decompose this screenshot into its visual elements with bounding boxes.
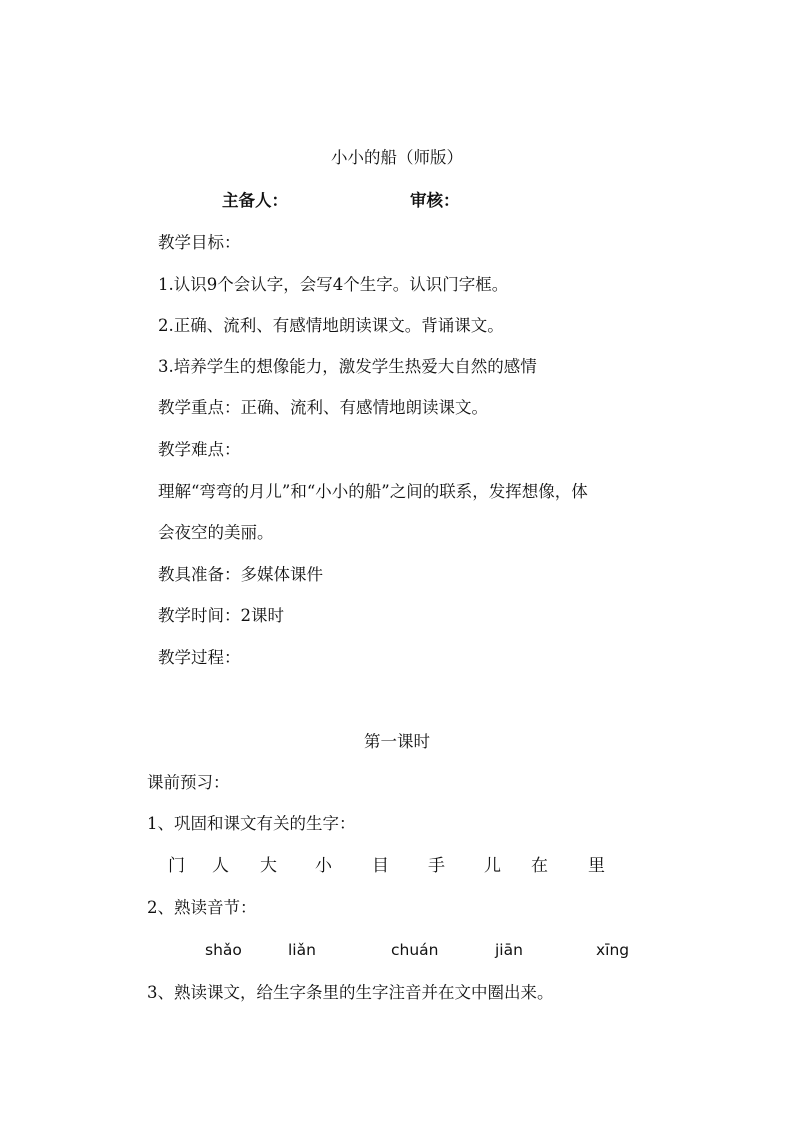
- process-heading: 教学过程：: [158, 648, 241, 667]
- objectives-heading: 教学目标：: [158, 233, 241, 252]
- difficulty-text-line-1: 理解“弯弯的月儿”和“小小的船”之间的联系，发挥想像，体: [158, 482, 588, 501]
- task-2: 2、熟读音节：: [147, 898, 257, 917]
- character-item: 手: [428, 856, 445, 876]
- difficulty-heading: 教学难点：: [158, 440, 241, 459]
- time-line: 教学时间：2课时: [158, 606, 284, 625]
- character-item: 大: [260, 856, 277, 876]
- pinyin-item: liǎn: [288, 941, 316, 959]
- character-item: 里: [588, 856, 605, 876]
- character-item: 人: [212, 856, 229, 876]
- objective-item-3: 3.培养学生的想像能力，激发学生热爱大自然的感情: [158, 357, 537, 376]
- task-3: 3、熟读课文，给生字条里的生字注音并在文中圈出来。: [147, 983, 554, 1002]
- pinyin-item: jiān: [495, 941, 523, 959]
- preview-heading: 课前预习：: [147, 773, 230, 792]
- pinyin-item: chuán: [391, 941, 439, 959]
- difficulty-text-line-2: 会夜空的美丽。: [158, 523, 274, 542]
- character-item: 在: [531, 856, 548, 876]
- character-item: 门: [168, 856, 185, 876]
- character-item: 小: [315, 856, 332, 876]
- pinyin-item: shǎo: [205, 941, 242, 959]
- lesson-title: 第一课时: [364, 732, 430, 751]
- objective-item-2: 2.正确、流利、有感情地朗读课文。背诵课文。: [158, 316, 504, 335]
- character-item: 目: [372, 856, 389, 876]
- page-title: 小小的船（师版）: [331, 148, 463, 167]
- key-point: 教学重点：正确、流利、有感情地朗读课文。: [158, 398, 488, 417]
- task-1: 1、巩固和课文有关的生字：: [147, 814, 356, 833]
- reviewer-label: 审核：: [410, 191, 460, 210]
- character-item: 儿: [484, 856, 501, 876]
- tools-line: 教具准备：多媒体课件: [158, 565, 323, 584]
- preparer-label: 主备人：: [222, 191, 288, 210]
- pinyin-item: xīng: [596, 941, 630, 959]
- objective-item-1: 1.认识9个会认字，会写4个生字。认识门字框。: [158, 275, 509, 294]
